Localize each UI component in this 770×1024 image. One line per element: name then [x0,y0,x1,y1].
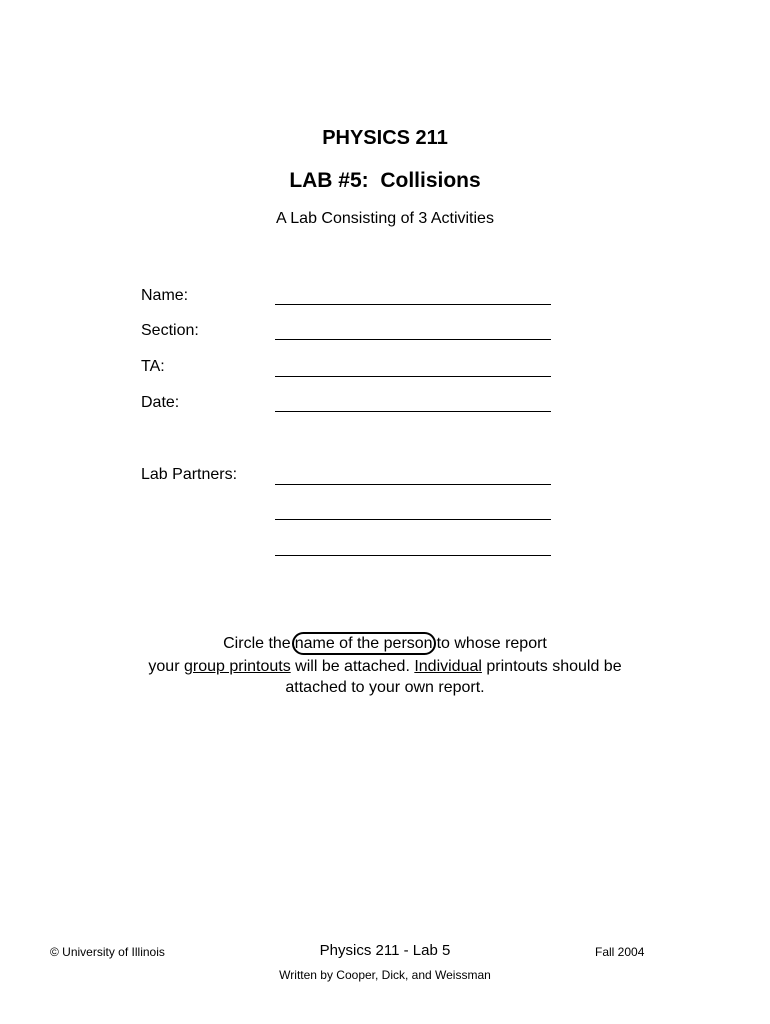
lab-partner-3-line[interactable] [275,555,551,556]
instruction-line-3: attached to your own report. [285,679,485,696]
footer-copyright: © University of Illinois [50,945,165,959]
instruction-text: to whose report [436,635,547,652]
date-label: Date: [141,394,180,411]
lab-partners-label: Lab Partners: [141,466,238,483]
ta-label: TA: [141,358,165,375]
name-label: Name: [141,287,189,304]
instruction-text: Circle the [223,635,291,652]
group-printouts-underlined: group printouts [183,658,291,675]
circled-phrase: name of the person [292,632,436,655]
ta-blank-line[interactable] [275,376,551,377]
instruction-text: your [148,658,184,675]
instruction-line-1 [0,632,770,655]
section-label: Section: [141,322,199,339]
instruction-text: printouts should be [481,658,622,675]
footer-course-lab: Physics 211 - Lab 5 [319,942,451,959]
lab-partner-2-line[interactable] [275,519,551,520]
instruction-line-2 [0,656,770,678]
section-blank-line[interactable] [275,339,551,340]
footer-authors: Written by Cooper, Dick, and Weissman [279,968,491,982]
lab-partner-1-line[interactable] [275,484,551,485]
instruction-text: will be attached. [290,658,415,675]
name-blank-line[interactable] [275,304,551,305]
date-blank-line[interactable] [275,411,551,412]
footer-term: Fall 2004 [595,945,645,959]
lab-subtitle: A Lab Consisting of 3 Activities [276,210,494,227]
individual-underlined: Individual [414,658,482,675]
lab-title: LAB #5: Collisions [289,169,481,192]
course-title: PHYSICS 211 [322,127,448,149]
